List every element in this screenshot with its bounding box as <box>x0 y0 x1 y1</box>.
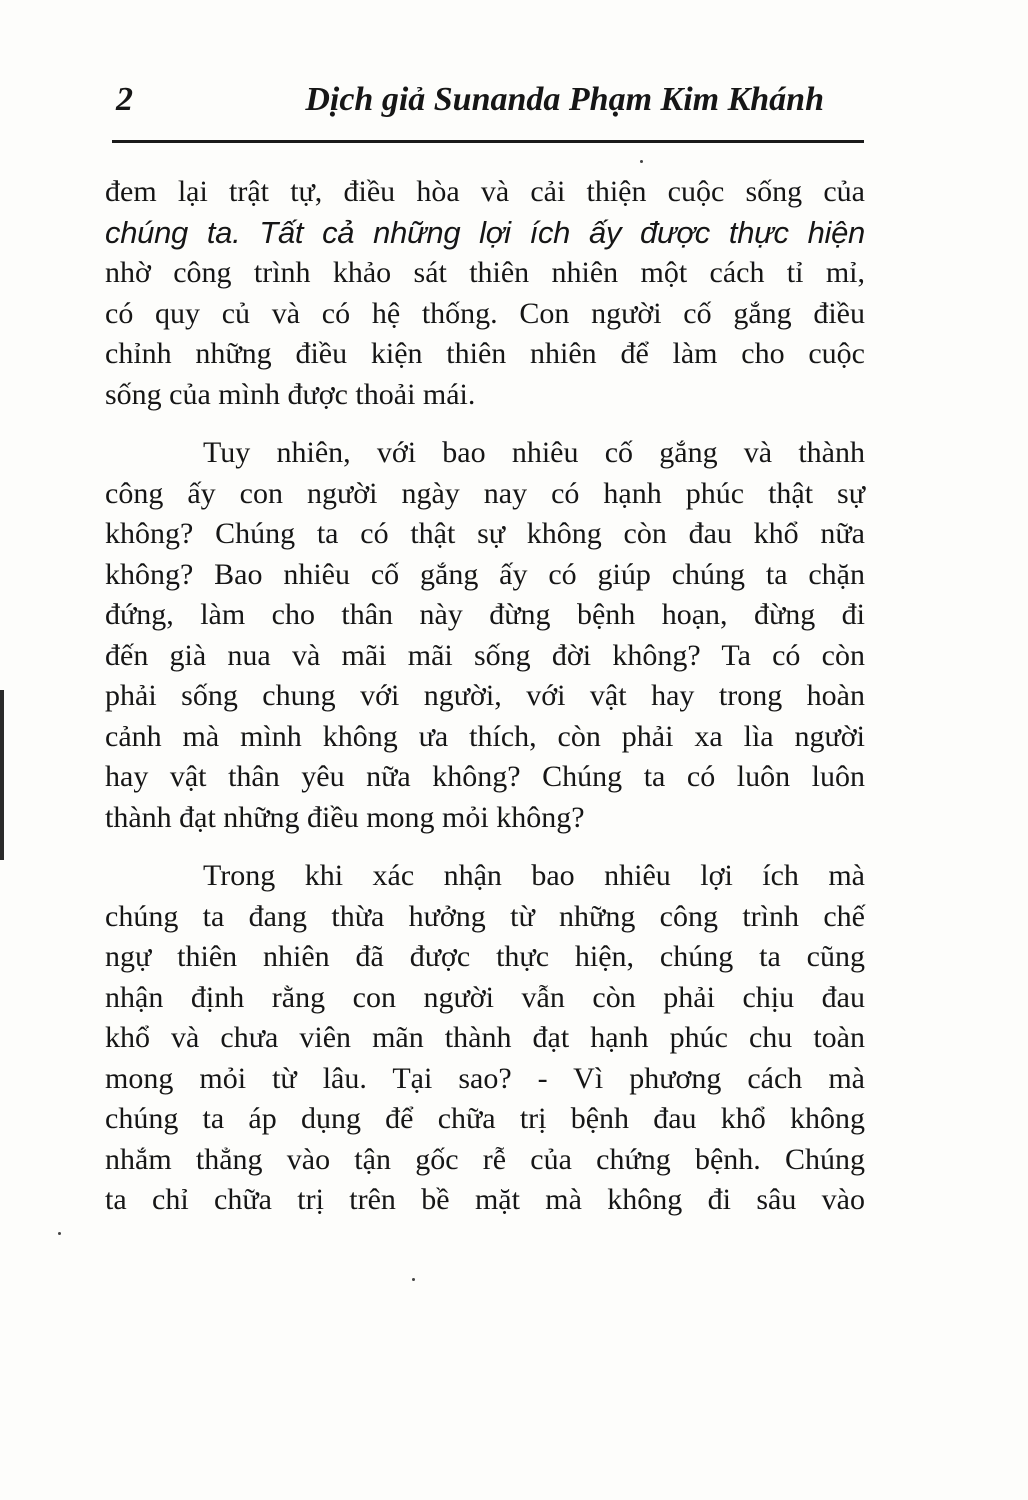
text-line: hay vật thân yêu nữa không? Chúng ta có luôn luôn <box>105 760 865 793</box>
text-line: không? Bao nhiêu cố gắng ấy có giúp chúng ta chặn <box>105 557 865 591</box>
text-line: mong mỏi từ lâu. Tại sao? - Vì phương cách mà <box>105 1061 865 1095</box>
text-line: sống của mình được thoải mái. <box>105 377 476 411</box>
text-line: nhận định rằng con người vẫn còn phải chịu đau <box>105 980 865 1014</box>
text-line: chúng ta. Tất cả những lợi ích ấy được thực hiện <box>105 214 865 250</box>
text-line: đứng, làm cho thân này đừng bệnh hoạn, đừng đi <box>105 598 865 631</box>
paragraph-2 <box>105 433 865 838</box>
header-rule <box>112 140 864 143</box>
text-line: thành đạt những điều mong mỏi không? <box>105 800 585 834</box>
text-line: khổ và chưa viên mãn thành đạt hạnh phúc chu toàn <box>105 1021 865 1054</box>
scan-edge-shadow <box>0 690 4 860</box>
text-line: Trong khi xác nhận bao nhiêu lợi ích mà <box>203 859 865 892</box>
text-line: chúng ta đang thừa hưởng từ những công trình chế <box>105 899 865 933</box>
scan-speck <box>58 1232 61 1235</box>
text-line: công ấy con người ngày nay có hạnh phúc thật sự <box>105 476 865 510</box>
text-line: chỉnh những điều kiện thiên nhiên để làm cho cuộc <box>105 337 865 370</box>
text-line: phải sống chung với người, với vật hay trong hoàn <box>105 679 865 712</box>
text-line: cảnh mà mình không ưa thích, còn phải xa lìa người <box>105 719 865 753</box>
text-line: không? Chúng ta có thật sự không còn đau khổ nữa <box>105 517 865 550</box>
text-line: đến già nua và mãi mãi sống đời không? Ta có còn <box>105 638 865 672</box>
page-number: 2 <box>116 81 133 118</box>
scan-speck <box>412 1278 415 1281</box>
paragraph-3 <box>105 856 865 1221</box>
running-head: Dịch giả Sunanda Phạm Kim Khánh <box>305 81 824 118</box>
page-header <box>112 78 864 128</box>
text-line: ta chỉ chữa trị trên bề mặt mà không đi sâu vào <box>105 1183 865 1216</box>
text-line: Tuy nhiên, với bao nhiêu cố gắng và thành <box>203 436 865 469</box>
paragraph-1 <box>105 172 865 415</box>
text-line: có quy củ và có hệ thống. Con người cố gắng điều <box>105 296 865 330</box>
text-line: đem lại trật tự, điều hòa và cải thiện cuộc sống của <box>105 175 865 208</box>
text-line: nhờ công trình khảo sát thiên nhiên một cách tỉ mỉ, <box>105 256 865 289</box>
body-text <box>105 172 865 1221</box>
text-line: nhắm thẳng vào tận gốc rễ của chứng bệnh. Chúng <box>105 1142 865 1176</box>
text-line: ngự thiên nhiên đã được thực hiện, chúng ta cũng <box>105 940 865 973</box>
scan-speck <box>640 160 643 163</box>
text-line: chúng ta áp dụng để chữa trị bệnh đau khổ không <box>105 1102 865 1135</box>
